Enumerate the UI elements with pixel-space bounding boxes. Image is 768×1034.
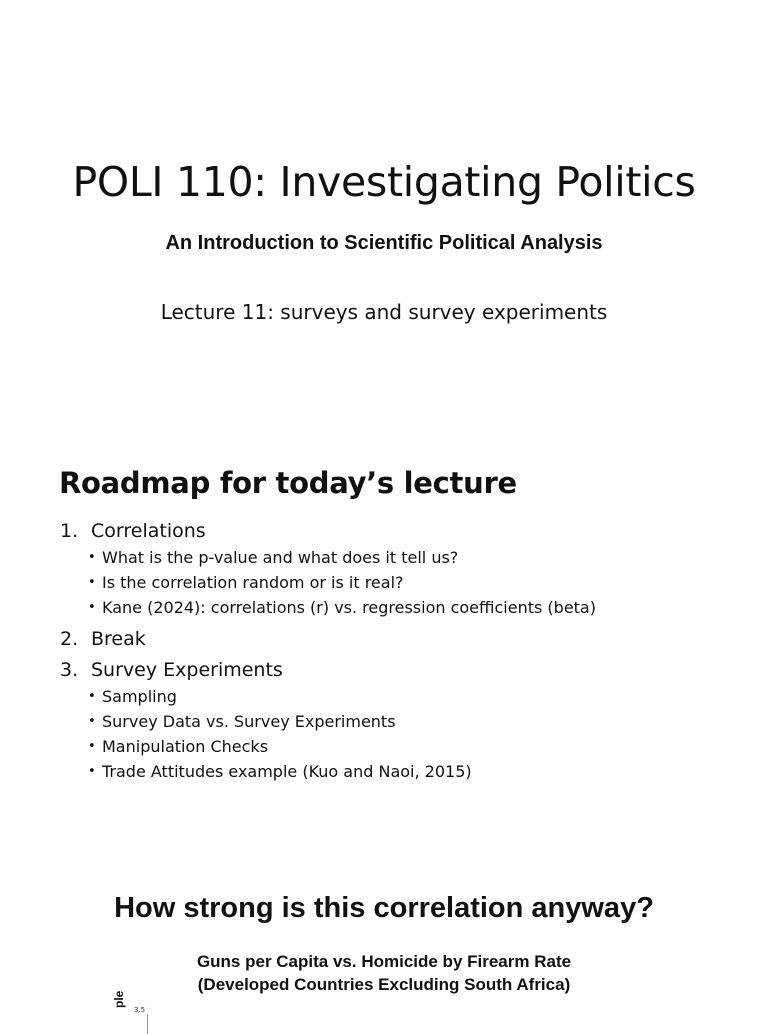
correlation-slide [0, 860, 768, 1024]
list-item [88, 595, 740, 620]
subitems-correlations [88, 545, 740, 620]
chart-title [0, 950, 768, 996]
list-item [88, 545, 740, 570]
roadmap-item-break [60, 626, 740, 651]
list-item [88, 734, 740, 759]
bullet-icon: • [88, 764, 96, 779]
subitem-label: What is the p-value and what does it tell us? [102, 548, 459, 567]
y-axis-line [147, 1014, 148, 1034]
roadmap-item-correlations [60, 518, 740, 543]
subitem-label: Manipulation Checks [102, 737, 269, 756]
title-slide [0, 0, 768, 420]
subitems-survey-experiments [88, 684, 740, 784]
y-axis-label: ple [112, 990, 126, 1008]
roadmap-slide [0, 440, 768, 820]
subitem-label: Sampling [102, 687, 177, 706]
list-item [88, 709, 740, 734]
roadmap-item-survey-experiments [60, 657, 740, 682]
item-number: 1. [60, 519, 79, 542]
course-title: POLI 110: Investigating Politics [72, 158, 696, 206]
subitem-label: Trade Attitudes example (Kuo and Naoi, 2015) [102, 762, 472, 781]
bullet-icon: • [88, 739, 96, 754]
y-tick-label: 3.5 [134, 1006, 146, 1014]
item-number: 3. [60, 658, 79, 681]
bullet-icon: • [88, 600, 96, 615]
chart-title-line1: Guns per Capita vs. Homicide by Firearm Rate [196, 952, 572, 971]
item-label: Break [91, 627, 146, 650]
bullet-icon: • [88, 550, 96, 565]
item-label: Correlations [91, 519, 206, 542]
lecture-title: Lecture 11: surveys and survey experiments [160, 300, 608, 324]
course-subtitle: An Introduction to Scientific Political Analysis [165, 232, 603, 254]
item-label: Survey Experiments [91, 658, 283, 681]
bullet-icon: • [88, 714, 96, 729]
subitem-label: Is the correlation random or is it real? [102, 573, 404, 592]
correlation-title: How strong is this correlation anyway? [114, 892, 654, 924]
bullet-icon: • [88, 689, 96, 704]
list-item [88, 684, 740, 709]
subitem-label: Survey Data vs. Survey Experiments [102, 712, 396, 731]
item-number: 2. [60, 627, 79, 650]
list-item [88, 759, 740, 784]
bullet-icon: • [88, 575, 96, 590]
list-item [88, 570, 740, 595]
subitem-label: Kane (2024): correlations (r) vs. regression coefficients (beta) [102, 598, 596, 617]
roadmap-list [60, 518, 740, 790]
chart-title-line2: (Developed Countries Excluding South Africa) [197, 975, 571, 994]
roadmap-title: Roadmap for today’s lecture [59, 466, 517, 500]
